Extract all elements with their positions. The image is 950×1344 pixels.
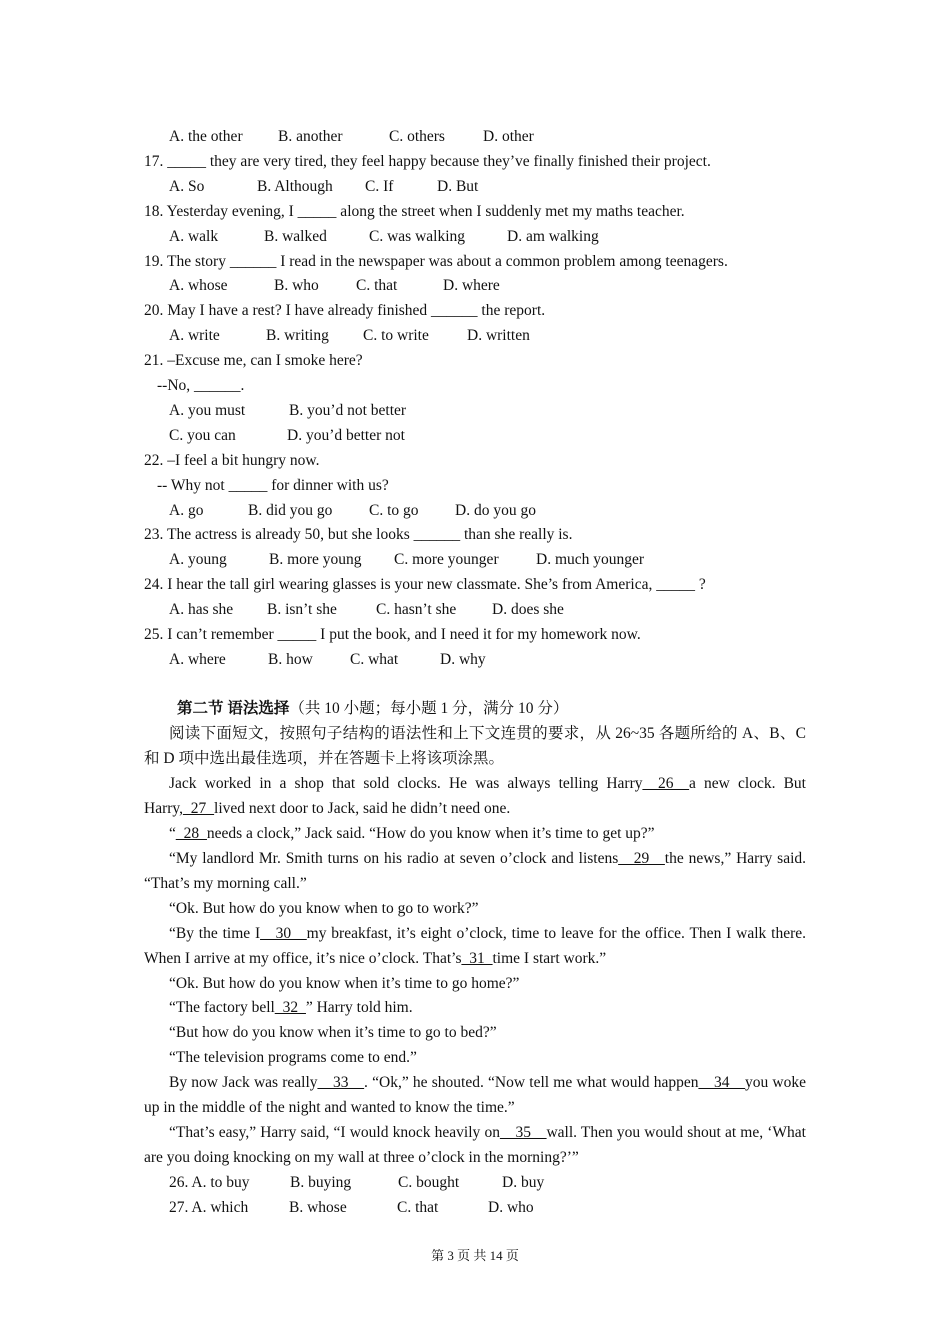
option: B. writing bbox=[266, 327, 329, 344]
q18-stem: 18. Yesterday evening, I _____ along the street when I suddenly met my maths teacher. bbox=[144, 203, 685, 220]
option: 26. A. to buy bbox=[169, 1174, 250, 1191]
q19-stem: 19. The story ______ I read in the newspaper was about a common problem among teenagers. bbox=[144, 253, 728, 270]
page-footer: 第 3 页 共 14 页 bbox=[431, 1248, 519, 1263]
passage-paragraph: “My landlord Mr. Smith turns on his radio at seven o’clock and listens__29__the news,” Harry said. “That’s my morning call.” bbox=[144, 850, 807, 892]
option: 27. A. which bbox=[169, 1199, 249, 1216]
option: C. hasn’t she bbox=[376, 601, 457, 618]
q21-reply: --No, ______. bbox=[157, 377, 245, 394]
option: B. another bbox=[278, 128, 343, 145]
q24-stem: 24. I hear the tall girl wearing glasses is your new classmate. She’s from America, _____ ? bbox=[144, 576, 706, 593]
option: D. am walking bbox=[507, 228, 599, 245]
blank-33: __33__ bbox=[317, 1074, 365, 1091]
option: C. bought bbox=[398, 1174, 460, 1191]
option: D. where bbox=[443, 277, 500, 294]
blank-30: __30__ bbox=[260, 925, 307, 942]
option: C. If bbox=[365, 178, 394, 195]
option: B. did you go bbox=[248, 502, 333, 519]
section-instructions: 阅读下面短文，按照句子结构的语法性和上下文连贯的要求，从 26~35 各题所给的 A、B、C 和 D 项中选出最佳选项，并在答题卡上将该项涂黑。 bbox=[144, 725, 806, 767]
passage-paragraph: “Ok. But how do you know when to go to work?” bbox=[169, 900, 479, 917]
q25-stem: 25. I can’t remember _____ I put the book, and I need it for my homework now. bbox=[144, 626, 641, 643]
option: B. whose bbox=[289, 1199, 347, 1216]
option: C. was walking bbox=[369, 228, 466, 245]
q21-stem: 21. –Excuse me, can I smoke here? bbox=[144, 352, 363, 369]
option: D. does she bbox=[492, 601, 564, 618]
option: C. to write bbox=[363, 327, 429, 344]
option: D. other bbox=[483, 128, 534, 145]
option: C. others bbox=[389, 128, 445, 145]
option: B. more young bbox=[269, 551, 362, 568]
blank-34: __34__ bbox=[698, 1074, 745, 1091]
passage-paragraph: “_28_needs a clock,” Jack said. “How do you know when it’s time to get up?” bbox=[169, 825, 655, 842]
option: D. why bbox=[440, 651, 486, 668]
section-title: 第二节 语法选择 bbox=[177, 700, 290, 717]
option: A. the other bbox=[169, 128, 243, 145]
blank-26: __26__ bbox=[642, 775, 690, 792]
blank-28: _28_ bbox=[175, 825, 207, 842]
option: A. you must bbox=[169, 402, 246, 419]
q20-stem: 20. May I have a rest? I have already finished ______ the report. bbox=[144, 302, 546, 319]
option: D. much younger bbox=[536, 551, 645, 568]
option: A. whose bbox=[169, 277, 228, 294]
option: A. where bbox=[169, 651, 226, 668]
passage-paragraph: “By the time I__30__my breakfast, it’s eight o’clock, time to leave for the office. Then I walk there. When I arrive at my office, it’s nice o’clock. That’s_31_time I start work.” bbox=[144, 925, 806, 967]
option: C. what bbox=[350, 651, 399, 668]
option: D. written bbox=[467, 327, 530, 344]
option: B. who bbox=[274, 277, 319, 294]
option: C. that bbox=[397, 1199, 439, 1216]
option: D. do you go bbox=[455, 502, 536, 519]
option: B. Although bbox=[257, 178, 333, 195]
option: A. write bbox=[169, 327, 220, 344]
section-subtitle: （共 10 小题；每小题 1 分，满分 10 分） bbox=[289, 700, 569, 717]
option: D. But bbox=[437, 178, 479, 195]
blank-29: __29__ bbox=[618, 850, 665, 867]
option: C. to go bbox=[369, 502, 419, 519]
passage-paragraph: “The factory bell_32_” Harry told him. bbox=[169, 999, 413, 1016]
q22-reply: -- Why not _____ for dinner with us? bbox=[157, 477, 389, 494]
option: B. walked bbox=[264, 228, 327, 245]
blank-31: _31_ bbox=[461, 950, 493, 967]
option: B. isn’t she bbox=[267, 601, 337, 618]
option: C. you can bbox=[169, 427, 236, 444]
section-heading bbox=[177, 699, 568, 719]
passage-paragraph: “The television programs come to end.” bbox=[169, 1049, 417, 1066]
option: A. young bbox=[169, 551, 227, 568]
option: D. you’d better not bbox=[287, 427, 405, 444]
option: A. has she bbox=[169, 601, 234, 618]
option: A. So bbox=[169, 178, 205, 195]
option: B. buying bbox=[290, 1174, 352, 1191]
option: B. you’d not better bbox=[289, 402, 407, 419]
passage-paragraph: By now Jack was really__33__. “Ok,” he shouted. “Now tell me what would happen__34__you woke up in the middle of the night and wanted to know the time.” bbox=[144, 1074, 806, 1116]
q17-stem: 17. _____ they are very tired, they feel happy because they’ve finally finished their project. bbox=[144, 153, 711, 170]
option: A. go bbox=[169, 502, 204, 519]
passage-paragraph: Jack worked in a shop that sold clocks. He was always telling Harry__26__a new clock. But Harry,_27_lived next door to Jack, said he didn’t need one. bbox=[144, 775, 806, 817]
blank-32: _32_ bbox=[274, 999, 306, 1016]
q22-stem: 22. –I feel a bit hungry now. bbox=[144, 452, 320, 469]
option: D. buy bbox=[502, 1174, 545, 1191]
option: C. more younger bbox=[394, 551, 499, 568]
option: B. how bbox=[268, 651, 313, 668]
passage-paragraph: “Ok. But how do you know when it’s time to go home?” bbox=[169, 975, 520, 992]
blank-27: _27_ bbox=[183, 800, 215, 817]
passage-paragraph: “That’s easy,” Harry said, “I would knock heavily on__35__wall. Then you would shout at me, ‘What are you doing knocking on my wall at three o’clock in the morning?’” bbox=[144, 1124, 806, 1166]
option: D. who bbox=[488, 1199, 534, 1216]
passage-paragraph: “But how do you know when it’s time to go to bed?” bbox=[169, 1024, 497, 1041]
blank-35: __35__ bbox=[499, 1124, 547, 1141]
option: C. that bbox=[356, 277, 398, 294]
q23-stem: 23. The actress is already 50, but she looks ______ than she really is. bbox=[144, 526, 573, 543]
option: A. walk bbox=[169, 228, 219, 245]
